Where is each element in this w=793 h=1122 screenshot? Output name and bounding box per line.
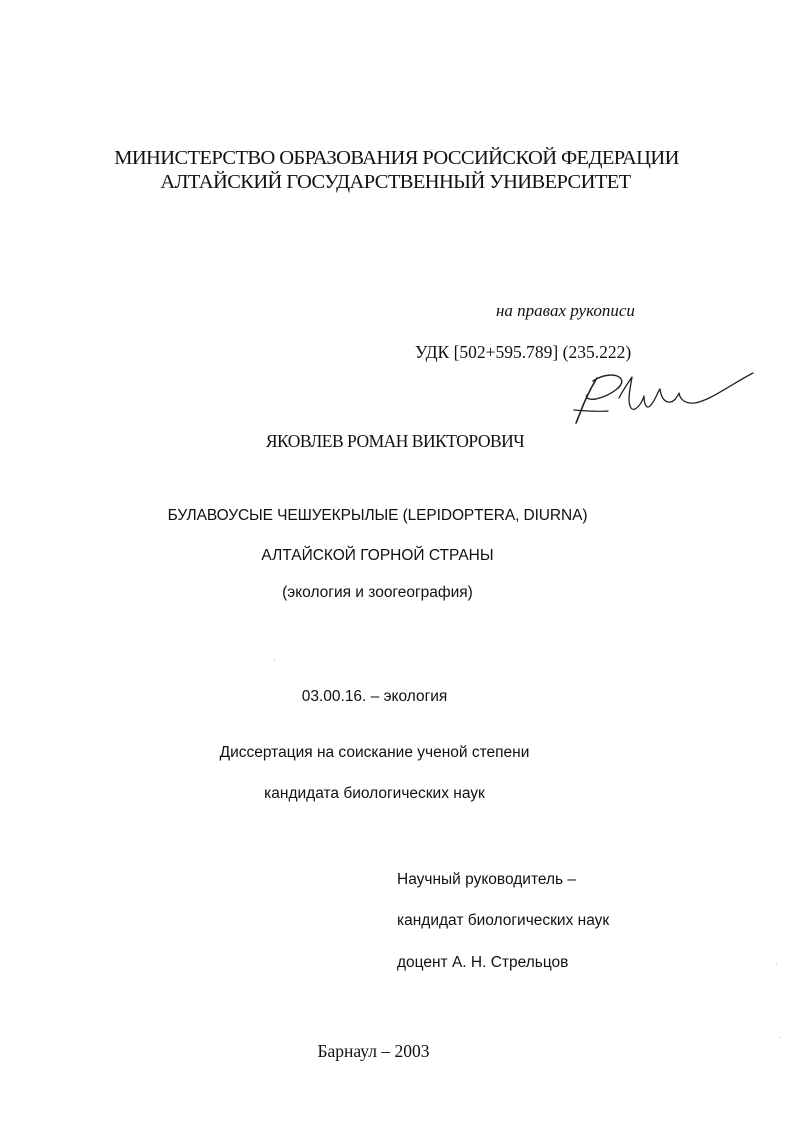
udk-code: УДК [502+595.789] (235.222): [415, 342, 632, 362]
supervisor-degree: кандидат биологических наук: [397, 912, 610, 929]
university-name: АЛТАЙСКИЙ ГОСУДАРСТВЕННЫЙ УНИВЕРСИТЕТ: [160, 171, 631, 193]
scan-speck: [776, 963, 777, 964]
ministry-name: МИНИСТЕРСТВО ОБРАЗОВАНИЯ РОССИЙСКОЙ ФЕДЕРАЦИИ: [114, 147, 679, 169]
institution-header: [0, 146, 793, 194]
scan-speck: [779, 1037, 780, 1038]
degree-line-1: Диссертация на соискание ученой степени: [219, 744, 530, 761]
thesis-title-line-1: БУЛАВОУСЫЕ ЧЕШУЕКРЫЛЫЕ (LEPIDOPTERA, DIURNA): [167, 507, 588, 524]
signature-stroke: [574, 410, 608, 411]
manuscript-note: на правах рукописи: [496, 301, 635, 320]
supervisor-role: Научный руководитель –: [397, 871, 577, 888]
thesis-title-line-2: АЛТАЙСКОЙ ГОРНОЙ СТРАНЫ: [261, 547, 494, 564]
handwritten-signature: [572, 364, 754, 426]
degree-line-2: кандидата биологических наук: [264, 785, 485, 802]
signature-stroke: [619, 373, 753, 409]
thesis-subtitle: (экология и зоогеография): [282, 584, 473, 601]
supervisor-name: доцент А. Н. Стрельцов: [397, 954, 569, 971]
city-year: Барнаул – 2003: [317, 1041, 430, 1061]
specialty-code: 03.00.16. – экология: [301, 688, 448, 705]
scan-speck: [274, 659, 275, 660]
author-name: ЯКОВЛЕВ РОМАН ВИКТОРОВИЧ: [265, 431, 525, 451]
signature-stroke: [576, 378, 597, 423]
